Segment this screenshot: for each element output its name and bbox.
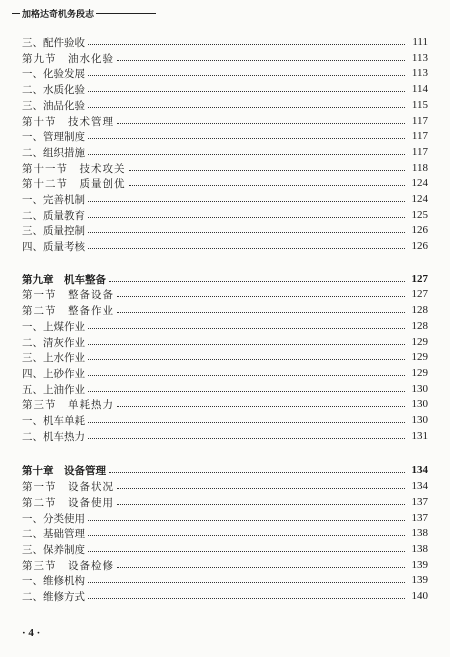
toc-entry [22,35,428,49]
toc-entry-page: 140 [411,590,428,602]
toc-entry-title: 第二节 设备使用 [22,496,114,509]
header-title: 加格达奇机务段志 [22,9,95,20]
toc-entry-page: 117 [411,115,428,127]
toc-entry-title: 二、机车热力 [22,430,85,443]
toc-entry-title: 三、上水作业 [22,351,85,364]
toc-entry-title: 第九章 机车整备 [22,273,106,286]
toc-entry [22,366,428,380]
dot-leader [117,311,405,313]
toc-entry-title: 一、机车单耗 [22,414,85,427]
toc-entry [22,303,428,317]
toc-entry-page: 113 [411,67,428,79]
toc-entry [22,208,428,222]
toc-entry-page: 117 [411,146,428,158]
toc-entry-title: 第三节 设备检修 [22,559,114,572]
toc-entry [22,511,428,525]
toc-entry [22,397,428,411]
dot-leader [88,390,405,392]
toc-entry-page: 137 [411,496,428,508]
dot-leader [88,374,405,376]
toc-entry [22,429,428,443]
toc-entry-title: 第十二节 质量创优 [22,177,126,190]
dot-leader [88,137,405,139]
toc-entry [22,51,428,65]
page-number: · 4 · [22,627,41,639]
toc-entry [22,589,428,603]
toc-entry [22,495,428,509]
toc-entry-page: 114 [411,83,428,95]
toc-entry-title: 二、基础管理 [22,527,85,540]
dot-leader [88,421,405,423]
toc-entry-page: 124 [411,193,428,205]
header-rule-left [12,13,20,14]
toc-entry-page: 139 [411,574,428,586]
toc-entry-title: 三、质量控制 [22,224,85,237]
toc-entry-title: 二、质量教育 [22,209,85,222]
toc-entry [22,335,428,349]
dot-leader [88,358,405,360]
toc-entry-title: 一、上煤作业 [22,320,85,333]
toc-entry-title: 五、上油作业 [22,383,85,396]
toc-entry [22,161,428,175]
toc-entry-page: 137 [411,512,428,524]
dot-leader [117,487,405,489]
toc-entry-title: 一、完善机制 [22,193,85,206]
toc-entry-title: 三、配件验收 [22,36,85,49]
toc-entry-page: 130 [411,414,428,426]
toc-entry [22,287,428,301]
toc-entry-title: 第一节 整备设备 [22,288,114,301]
toc-entry-page: 115 [411,99,428,111]
toc-entry-page: 129 [411,336,428,348]
toc-entry-title: 二、水质化验 [22,83,85,96]
dot-leader [88,74,405,76]
toc-entry [22,413,428,427]
toc-entry-page: 127 [411,273,428,285]
toc-entry-title: 二、清灰作业 [22,336,85,349]
toc-entry [22,479,428,493]
toc-entry-title: 第十一节 技术攻关 [22,162,126,175]
toc-entry [22,350,428,364]
toc-entry-title: 第二节 整备作业 [22,304,114,317]
toc-entry-page: 127 [411,288,428,300]
dot-leader [88,153,405,155]
toc-entry-page: 139 [411,559,428,571]
running-header [12,6,438,20]
dot-leader [117,59,405,61]
toc-entry-page: 113 [411,52,428,64]
dot-leader [117,503,405,505]
toc-entry-title: 二、维修方式 [22,590,85,603]
toc-entry-title: 一、分类使用 [22,512,85,525]
toc-entry-title: 第一节 设备状况 [22,480,114,493]
toc-entry-title: 一、管理制度 [22,130,85,143]
toc-entry-title: 三、油品化验 [22,99,85,112]
toc-entry [22,319,428,333]
toc-entry-page: 128 [411,304,428,316]
toc-entry-title: 第九节 油水化验 [22,52,114,65]
toc-entry-page: 111 [412,36,428,48]
toc-entry [22,176,428,190]
dot-leader [117,122,405,124]
dot-leader [88,90,405,92]
toc-entry-page: 134 [411,464,428,476]
dot-leader [88,343,405,345]
dot-leader [129,169,406,171]
toc-entry [22,129,428,143]
dot-leader [117,405,405,407]
toc-entry-page: 138 [411,527,428,539]
toc-entry-title: 一、维修机构 [22,574,85,587]
toc-entry-title: 一、化验发展 [22,67,85,80]
toc-entry [22,82,428,96]
dot-leader [109,280,405,282]
toc-entry [22,98,428,112]
dot-leader [88,216,405,218]
dot-leader [88,231,405,233]
toc-entry-page: 130 [411,398,428,410]
toc-entry [22,542,428,556]
toc-entry-page: 138 [411,543,428,555]
toc-entry-page: 125 [411,209,428,221]
dot-leader [88,534,405,536]
dot-leader [117,295,405,297]
toc-entry-page: 129 [411,351,428,363]
dot-leader [88,597,405,599]
dot-leader [88,581,405,583]
dot-leader [88,247,405,249]
toc-entry-title: 第三节 单耗热力 [22,398,114,411]
toc-entry-page: 126 [411,224,428,236]
dot-leader [88,550,405,552]
toc-entry [22,145,428,159]
dot-leader [88,43,405,45]
toc-entry-page: 131 [411,430,428,442]
toc-entry [22,573,428,587]
dot-leader [88,200,405,202]
toc-entry [22,239,428,253]
dot-leader [88,327,405,329]
header-rule-right [96,13,156,14]
toc-entry [22,114,428,128]
dot-leader [129,184,406,186]
dot-leader [88,106,405,108]
toc-entry [22,192,428,206]
toc-entry-page: 128 [411,320,428,332]
toc-entry [22,272,428,286]
toc-entry [22,526,428,540]
toc-entry-title: 第十章 设备管理 [22,464,106,477]
toc-entry [22,66,428,80]
toc-entry-page: 118 [411,162,428,174]
dot-leader [117,566,405,568]
toc-entry-title: 四、质量考核 [22,240,85,253]
toc-entry [22,223,428,237]
toc-entry-title: 三、保养制度 [22,543,85,556]
toc-entry [22,463,428,477]
toc-entry [22,382,428,396]
toc-entry-page: 130 [411,383,428,395]
dot-leader [88,437,405,439]
toc-entry-page: 129 [411,367,428,379]
toc-entry-page: 124 [411,177,428,189]
toc-entry-title: 四、上砂作业 [22,367,85,380]
toc-entry-title: 第十节 技术管理 [22,115,114,128]
toc-entry-title: 二、组织措施 [22,146,85,159]
toc-entry-page: 117 [411,130,428,142]
toc-entry [22,558,428,572]
dot-leader [109,471,405,473]
toc-entry-page: 134 [411,480,428,492]
dot-leader [88,519,405,521]
toc-entry-page: 126 [411,240,428,252]
